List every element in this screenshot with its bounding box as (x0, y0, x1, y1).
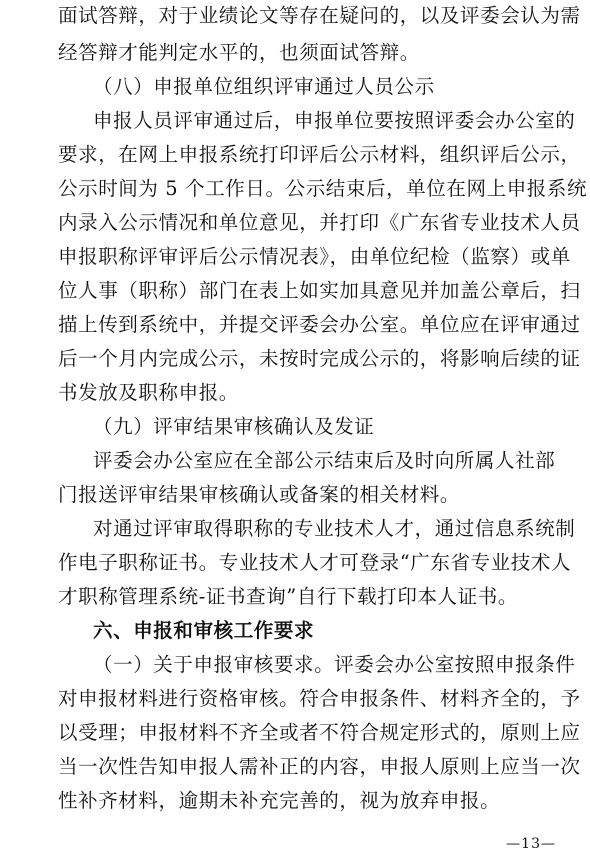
body-text-line: 内录入公示情况和单位意见，并打印《广东省专业技术人员 (58, 211, 581, 234)
body-text-line: 才职称管理系统-证书查询”自行下载打印本人证书。 (58, 585, 518, 608)
body-text-line: 对申报材料进行资格审核。符合申报条件、材料齐全的，予 (58, 687, 581, 710)
body-text-line: 要求，在网上申报系统打印评后公示材料，组织评后公示， (58, 143, 581, 166)
body-text-line: 以受理；申报材料不齐全或者不符合规定形式的，原则上应 (58, 721, 581, 744)
body-text-line: 描上传到系统中，并提交评委会办公室。单位应在评审通过 (58, 313, 581, 336)
body-text-line: 公示时间为 5 个工作日。公示结束后，单位在网上申报系统 (58, 177, 588, 200)
body-text-line: 申报人员评审通过后，申报单位要按照评委会办公室的 (93, 109, 576, 132)
body-text-line: （一）关于申报审核要求。评委会办公室按照申报条件 (93, 653, 576, 676)
body-text-line: 申报职称评审评后公示情况表》，由单位纪检（监察）或单 (58, 245, 571, 268)
body-text-line: 经答辩才能判定水平的，也须面试答辩。 (58, 41, 420, 64)
body-text-line: 对通过评审取得职称的专业技术人才，通过信息系统制 (93, 517, 576, 540)
body-text-line: 位人事（职称）部门在表上如实加具意见并加盖公章后，扫 (58, 279, 581, 302)
body-text-line: 书发放及职称申报。 (58, 381, 239, 404)
body-text-line: 性补齐材料，逾期未补充完善的，视为放弃申报。 (58, 789, 501, 812)
section-heading: 六、申报和审核工作要求 (93, 619, 315, 642)
body-text-line: 当一次性告知申报人需补正的内容，申报人原则上应当一次 (58, 755, 581, 778)
section-subheading: （九）评审结果审核确认及发证 (93, 415, 375, 438)
page-number: —13— (506, 836, 556, 852)
body-text-line: 门报送评审结果审核确认或备案的相关材料。 (58, 483, 461, 506)
body-text-line: 评委会办公室应在全部公示结束后及时向所属人社部 (93, 449, 556, 472)
section-subheading: （八）申报单位组织评审通过人员公示 (93, 75, 435, 98)
body-text-line: 面试答辩，对于业绩论文等存在疑问的，以及评委会认为需 (58, 4, 581, 27)
body-text-line: 作电子职称证书。专业技术人才可登录“广东省专业技术人 (58, 551, 572, 574)
body-text-line: 后一个月内完成公示，未按时完成公示的，将影响后续的证 (58, 347, 581, 370)
